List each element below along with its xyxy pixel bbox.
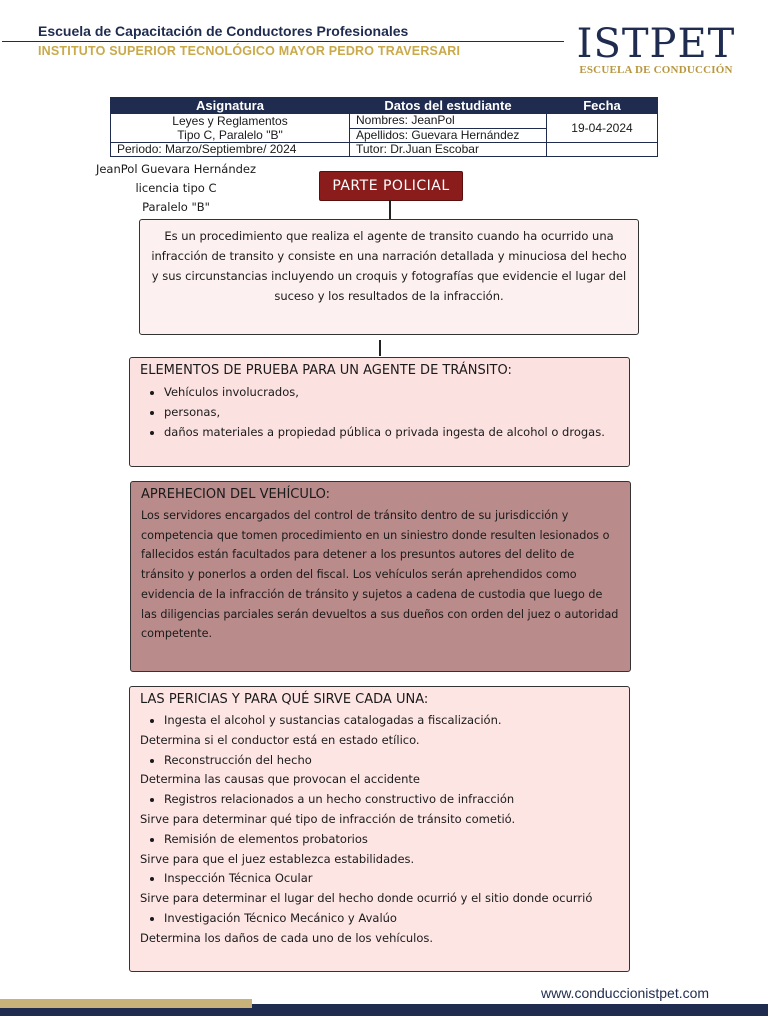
cell-asignatura <box>111 114 350 143</box>
elementos-box <box>129 357 630 467</box>
pericia-item: • Remisión de elementos probatorios <box>164 830 619 850</box>
institute-title: INSTITUTO SUPERIOR TECNOLÓGICO MAYOR PEDRO TRAVERSARI <box>38 44 461 58</box>
pericias-box <box>129 686 630 972</box>
footer-navy-base <box>0 1008 768 1016</box>
pericia-list <box>140 830 619 850</box>
aprehension-box <box>130 481 631 672</box>
pericias-title: LAS PERICIAS Y PARA QUÉ SIRVE CADA UNA: <box>140 692 429 707</box>
header-divider <box>2 41 564 42</box>
logo-wordmark: ISTPET <box>576 21 736 67</box>
istpet-logo <box>572 21 740 76</box>
pericia-item: • Reconstrucción del hecho <box>164 751 619 771</box>
student-license: licencia tipo C <box>135 181 217 195</box>
main-title: PARTE POLICIAL <box>319 171 463 201</box>
student-paralelo: Paralelo "B" <box>142 200 210 214</box>
pericia-desc: Determina las causas que provocan el accidente <box>140 772 421 787</box>
header-asignatura: Asignatura <box>111 98 350 114</box>
header-datos-estudiante: Datos del estudiante <box>350 98 547 114</box>
pericia-desc: Determina si el conductor está en estado etílico. <box>140 732 420 747</box>
cell-fecha: 19-04-2024 <box>547 114 658 143</box>
connector-line-2 <box>379 340 381 356</box>
pericia-item: • Inspección Técnica Ocular <box>164 869 619 889</box>
footer-gold-bar <box>0 999 252 1008</box>
header-fecha: Fecha <box>547 98 658 114</box>
student-name: JeanPol Guevara Hernández <box>95 162 257 176</box>
asignatura-paralelo: Tipo C, Paralelo "B" <box>177 128 283 142</box>
pericia-item: • Investigación Técnico Mecánico y Avalúo <box>164 909 619 929</box>
pericia-desc: Sirve para determinar qué tipo de infracción de tránsito cometió. <box>140 811 516 826</box>
student-info <box>86 160 266 217</box>
info-table <box>110 97 658 157</box>
pericia-list <box>140 909 619 929</box>
pericia-item: • Registros relacionados a un hecho constructivo de infracción <box>164 790 619 810</box>
pericia-list <box>140 751 619 771</box>
asignatura-name: Leyes y Reglamentos <box>172 114 288 128</box>
list-item: • daños materiales a propiedad pública o privada ingesta de alcohol o drogas. <box>164 422 619 442</box>
list-item: • Vehículos involucrados, <box>164 382 619 402</box>
cell-apellidos: Apellidos: Guevara Hernández <box>350 128 547 143</box>
pericia-list <box>140 790 619 810</box>
cell-empty <box>547 143 658 157</box>
elementos-title: ELEMENTOS DE PRUEBA PARA UN AGENTE DE TRÁNSITO: <box>140 363 512 378</box>
pericia-item: • Ingesta el alcohol y sustancias catalogadas a fiscalización. <box>164 711 619 731</box>
pericia-list <box>140 869 619 889</box>
elementos-list <box>140 382 619 442</box>
pericia-desc: Sirve para determinar el lugar del hecho donde ocurrió y el sitio donde ocurrió <box>140 891 593 906</box>
list-item: • personas, <box>164 402 619 422</box>
cell-nombres: Nombres: JeanPol <box>350 114 547 129</box>
cell-tutor: Tutor: Dr.Juan Escobar <box>350 143 547 157</box>
aprehension-title: APREHECION DEL VEHÍCULO: <box>141 487 331 502</box>
pericia-desc: Determina los daños de cada uno de los vehículos. <box>140 930 434 945</box>
cell-periodo: Periodo: Marzo/Septiembre/ 2024 <box>111 143 350 157</box>
footer-website-link[interactable]: www.conduccionistpet.com <box>541 985 710 1001</box>
logo-subtitle: ESCUELA DE CONDUCCIÓN <box>579 64 733 76</box>
connector-line <box>389 200 391 220</box>
definition-text: Es un procedimiento que realiza el agente de transito cuando ha ocurrido una infracción de transito y consiste en una narración detallada y minuciosa del hecho y sus circunstancias incluyendo un croquis y fotografías que evidencie el lugar del suceso y los resultados de la infracción. <box>151 229 627 303</box>
school-title: Escuela de Capacitación de Conductores Profesionales <box>38 23 409 39</box>
pericia-desc: Sirve para que el juez establezca estabilidades. <box>140 851 415 866</box>
definition-box <box>139 219 639 335</box>
pericia-list <box>140 711 619 731</box>
aprehension-text: Los servidores encargados del control de tránsito dentro de su jurisdicción y competencia que tomen procedimiento en un siniestro donde resulten lesionados o fallecidos están facultados para detener a los presuntos autores del delito de tránsito y ponerlos a orden del fiscal. Los vehículos serán aprehendidos como evidencia de la infracción de tránsito y sujetos a cadena de custodia que luego de las diligencias parciales serán devueltos a sus dueños con orden del juez o autoridad competente. <box>141 509 619 641</box>
